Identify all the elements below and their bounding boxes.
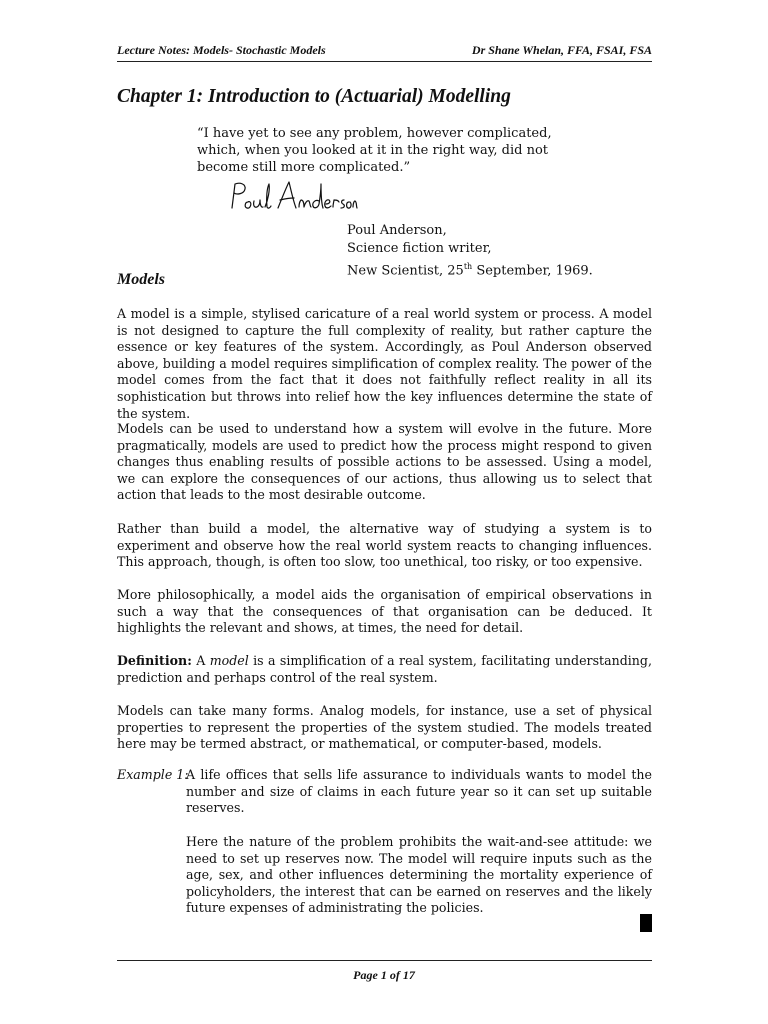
definition-body: is a simplification of a real system, facilitating understanding, prediction and perhaps control of the real system. [117, 653, 652, 685]
header-course-title: Lecture Notes: Models- Stochastic Models [117, 43, 326, 57]
section-heading-models: Models [117, 271, 165, 288]
running-header [117, 43, 652, 58]
paragraph-forms: Models can take many forms. Analog models, for instance, use a set of physical properties to represent the properties of the system studied. The models treated here may be termed abstract, or mathematical, or computer-based, models. [117, 703, 652, 752]
definition-paragraph [117, 653, 652, 686]
paragraph-philosophical: More philosophically, a model aids the organisation of empirical observations in such a way that the consequences of that organisation can be deduced. It highlights the relevant and shows, at times, the need for detail. [117, 587, 652, 636]
definition-label: Definition: [117, 653, 192, 668]
attribution-source-suffix: September, 1969. [472, 263, 593, 279]
attribution-source [347, 258, 593, 280]
footer-divider [117, 960, 652, 961]
paragraph-uses: Models can be used to understand how a system will evolve in the future. More pragmatically, models are used to predict how the process might respond to given changes thus enabling results of possible actions to be assessed. Using a model, we can explore the consequences of our actions, thus allowing us to select that action that leads to the most desirable outcome. [117, 421, 652, 503]
handwritten-signature [226, 178, 358, 218]
epigraph-quote: “I have yet to see any problem, however complicated, which, when you looked at it in the right way, did not become still more complicated.” [197, 126, 552, 175]
definition-pre: A [191, 653, 210, 668]
quote-attribution [347, 222, 593, 280]
attribution-source-prefix: New Scientist, 25 [347, 263, 464, 279]
example-text-2: Here the nature of the problem prohibits the wait-and-see attitude: we need to set up reserves now. The model will require inputs such as the age, sex, and other influences determining the mortality experience of policyholders, the interest that can be earned on reserves and the likely future expenses of administrating the policies. [186, 834, 652, 916]
definition-term: model [209, 653, 249, 668]
attribution-name: Poul Anderson, [347, 223, 447, 238]
attribution-role: Science fiction writer, [347, 241, 492, 256]
example-text-1: A life offices that sells life assurance to individuals wants to model the number and size of claims in each future year so it can set up suitable reserves. [186, 767, 652, 816]
paragraph-alternative: Rather than build a model, the alternative way of studying a system is to experiment and observe how the real world system reacts to changing influences. This approach, though, is often too slow, too unethical, too risky, or too expensive. [117, 521, 652, 570]
example-label: Example 1: [117, 767, 189, 782]
header-divider [117, 61, 652, 62]
page-number: Page 1 of 17 [353, 968, 415, 982]
end-of-example-marker [640, 914, 652, 932]
chapter-title: Chapter 1: Introduction to (Actuarial) Modelling [117, 86, 511, 107]
paragraph-intro: A model is a simple, stylised caricature of a real world system or process. A model is not designed to capture the full complexity of reality, but rather capture the essence or key features of the system. Accordingly, as Poul Anderson observed above, building a model requires simplification of complex reality. The power of the model comes from the fact that it does not faithfully reflect reality in all its sophistication but throws into relief how the key influences determine the state of the system. [117, 306, 652, 421]
attribution-source-superscript: th [463, 262, 473, 271]
header-author: Dr Shane Whelan, FFA, FSAI, FSA [471, 43, 652, 57]
